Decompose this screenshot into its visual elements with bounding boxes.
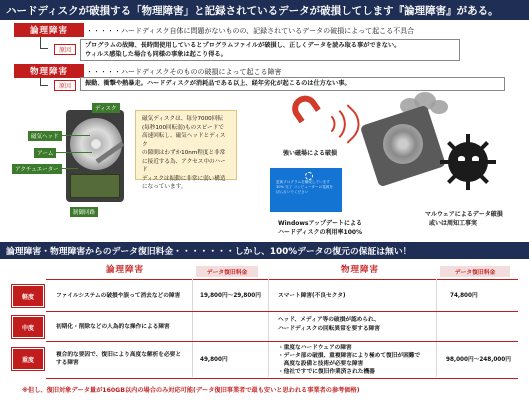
table-divider <box>46 279 518 280</box>
table-divider <box>46 378 518 379</box>
table-divider <box>46 341 518 342</box>
label-arm: アーム <box>34 148 56 158</box>
label-control-board: 制御回路 <box>70 207 98 217</box>
header-title: ハードディスクが破損する「物理障害」と記録されているデータが破損してします『論理障害』がある。 <box>6 4 499 17</box>
table-column-divider <box>192 279 193 377</box>
physical-row-price: 74,800円 <box>450 293 478 299</box>
smoke-icon <box>430 100 448 114</box>
virus-eye <box>458 156 465 161</box>
broken-platter-icon <box>383 124 423 164</box>
table-divider <box>46 311 518 312</box>
logical-cause-tag: 原因 <box>54 44 76 55</box>
physical-cause-line: 振動、衝撃や熱暴走。ハードディスクが消耗品である以上、経年劣化が起こるのは仕方ない事。 <box>85 80 351 87</box>
hdd-platter <box>70 118 122 170</box>
physical-cause-tag: 原因 <box>54 80 76 91</box>
hdd-control-board <box>70 174 120 198</box>
logical-price-header: データ復旧料金 <box>196 266 258 277</box>
bubble-line: (毎秒100回転弱)ものスピードで <box>142 124 224 131</box>
virus-caption-line2: 或いは周知工事実 <box>429 220 478 227</box>
connector-line <box>40 78 48 86</box>
pricing-banner-text: 論理障害・物理障害からのデータ復旧料金・・・・・・・しかし、100%データの復元の保証は無い！ <box>6 247 412 257</box>
update-caption-line1: Windowsアップデートによる <box>278 220 363 227</box>
virus-caption-line1: マルウェアによるデータ破損 <box>425 211 503 218</box>
loading-spinner-icon <box>305 172 313 180</box>
logical-row-desc: 複合的な要因で、復旧により高度な解析を必要とする障害 <box>56 352 182 367</box>
magnet-caption: 強い磁場による破損 <box>283 150 338 157</box>
bubble-line: 磁気ディスクは、毎分7000回転 <box>142 116 223 122</box>
bubble-line: 高速回転し、磁気ヘッドとディスク <box>142 133 226 148</box>
physical-row-desc: ハードディスクの回転異常を要する障害 <box>278 326 380 332</box>
logical-cause-box <box>80 39 460 61</box>
magnet-icon <box>287 91 321 124</box>
logical-failure-label: 論理障害 <box>14 23 84 37</box>
malware-virus-icon <box>448 142 488 182</box>
pricing-banner <box>0 242 529 259</box>
logical-cause-line: プログラムの故障、長時間使用しているとプログラムファイルが破損し、正しくデータを読み取る事ができない。 <box>85 42 401 49</box>
bubble-line: に接近する為、アクセス中のハード <box>142 158 226 173</box>
logical-row-desc: 初期化・削除などの人為的な操作による障害 <box>56 324 170 330</box>
logical-failure-description: ・・・・・ハードディスク自体に問題がないものの、記録されているデータの破損によって起こる不具合 <box>86 27 415 35</box>
severity-badge-severe: 重度 <box>12 348 44 370</box>
logical-row-price: 19,800円〜29,800円 <box>200 293 261 299</box>
physical-price-header: データ復旧料金 <box>440 266 510 277</box>
hdd-explanation-bubble <box>135 110 237 190</box>
column-physical-header: 物理障害 <box>340 265 379 275</box>
bubble-line: の隙間はわずか10nm程度と非常 <box>142 150 226 156</box>
bubble-line: ディスクは振動に非常に弱い構造 <box>142 175 226 182</box>
physical-row-desc: ・重度なハードウェアの障害 <box>278 345 352 351</box>
virus-eye <box>472 156 479 161</box>
logical-row-price: 49,800円 <box>200 357 228 363</box>
table-column-divider <box>436 279 437 377</box>
physical-failure-description: ・・・・・ハードディスクそのものの破損によって起こる障害 <box>86 68 282 76</box>
physical-row-desc: ・他社ですでに復旧作業済された機器 <box>278 369 375 375</box>
header-banner <box>0 0 529 20</box>
physical-row-desc: スマート障害(不良セクタ) <box>278 293 346 299</box>
label-disk: ディスク <box>92 103 120 113</box>
physical-row-desc: ・データ部の破損、重複障害により極めて復旧が困難で <box>278 353 421 359</box>
table-column-divider <box>268 279 269 377</box>
label-line <box>60 135 90 136</box>
update-caption-line2: ハードディスクの利用率100% <box>278 229 363 236</box>
logical-cause-line: ウィルス感染した場合も同様の事象は起こり得る。 <box>85 51 227 58</box>
physical-failure-label: 物理障害 <box>14 64 84 78</box>
connector-line <box>40 37 48 49</box>
physical-cause-box <box>80 77 505 91</box>
pricing-footnote: ※但し、復旧対象データ量が160GB以内の場合のみ対応可能(データ復旧事業者で最も安いと思われる事業者の参考価格) <box>22 387 360 394</box>
physical-row-desc: 高度な設備と技術が必要な障害 <box>278 361 364 367</box>
severity-badge-mild: 軽度 <box>12 285 44 307</box>
label-line <box>56 152 92 153</box>
label-line <box>58 168 78 169</box>
logical-row-desc: ファイルシステムの破損や誤って消去などの障害 <box>56 293 181 299</box>
severity-badge-moderate: 中度 <box>12 316 44 338</box>
physical-row-price: 98,000円〜248,000円 <box>446 357 511 363</box>
bubble-line: になっています。 <box>142 184 187 190</box>
magnetic-wave-icon <box>328 104 368 144</box>
update-screen-text: 更新プログラムを構成しています 30% 完了 コンピューターの電源を切らないでください <box>276 180 333 194</box>
column-logical-header: 論理障害 <box>105 265 144 275</box>
label-actuator: アクチュエーター <box>12 164 62 174</box>
label-magnetic-head: 磁気ヘッド <box>28 131 62 141</box>
physical-row-desc: ヘッド、メディア等の破損が認められ、 <box>278 317 380 323</box>
